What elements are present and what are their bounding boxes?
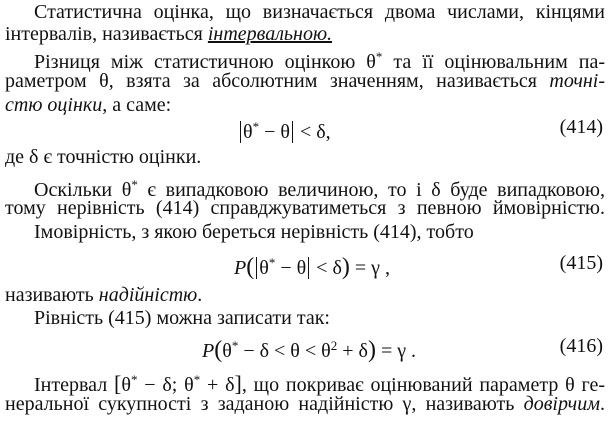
text: θ xyxy=(121,374,131,396)
paragraph-line xyxy=(5,22,605,46)
eq-star: * xyxy=(231,338,239,353)
eq-rest: < δ, xyxy=(294,121,331,143)
text: де δ є точністю оцінки. xyxy=(5,146,202,168)
equation-416 xyxy=(202,333,417,363)
abs-bar-left xyxy=(240,121,241,143)
eq-paren-open: ( xyxy=(246,254,255,280)
eq-tail: + δ xyxy=(337,340,368,362)
text: називають xyxy=(5,284,99,306)
text: Статистична оцінка, що визначається двома числами, кінцями xyxy=(34,1,605,23)
equation-number-416: (416) xyxy=(559,335,603,357)
interval-bracket-right: ] xyxy=(234,371,242,396)
eq-mid: − δ < θ < θ xyxy=(238,340,331,362)
text: Імовірність, з якою береться нерівність (414), тобто xyxy=(34,221,474,243)
eq-probability: P xyxy=(202,340,215,362)
paragraph-line xyxy=(5,283,605,307)
text: тому нерівність (414) справджуватиметься з певною ймовірністю. xyxy=(5,197,605,219)
eq-theta: θ xyxy=(222,340,232,362)
text: . xyxy=(197,284,203,306)
eq-star: * xyxy=(252,119,260,134)
term-interval: інтервальною. xyxy=(207,23,333,45)
text: . xyxy=(600,393,605,415)
text: та її оцінювальним па- xyxy=(382,51,605,73)
eq-square: 2 xyxy=(330,338,338,353)
eq-rest: = γ . xyxy=(375,340,417,362)
text: + δ xyxy=(200,374,235,396)
star-superscript: * xyxy=(130,372,138,387)
abs-bar-left xyxy=(256,257,257,279)
paragraph-line xyxy=(34,0,605,24)
term-confidence: довірчим xyxy=(523,393,600,415)
interval-bracket-left: [ xyxy=(114,371,122,396)
star-superscript: * xyxy=(131,177,138,192)
equation-number-415: (415) xyxy=(559,252,603,274)
eq-theta: θ xyxy=(259,257,269,279)
paragraph-line xyxy=(34,306,605,330)
text: , а саме: xyxy=(102,94,172,116)
text: Рівність (415) можна записати так: xyxy=(34,307,330,329)
eq-minus-theta: − θ xyxy=(259,121,290,143)
eq-lt-delta: < δ xyxy=(311,257,342,279)
term-accuracy-cont: стю оцінки xyxy=(5,94,103,116)
text: є випадковою величиною, то і δ буде випадковою, xyxy=(137,179,605,201)
star-superscript: * xyxy=(375,49,383,64)
text: − δ; θ xyxy=(137,374,194,396)
eq-paren-open: ( xyxy=(214,337,223,363)
text: Різниця між статистичною оцінкою θ xyxy=(34,51,376,73)
text: , що покриває оцінюваний параметр θ ге- xyxy=(241,374,606,396)
eq-star: * xyxy=(268,255,276,270)
text: раметром θ, взята за абсолютним значенням, називається xyxy=(5,70,550,92)
paragraph-line xyxy=(5,145,605,169)
text: Оскільки θ xyxy=(34,179,132,201)
paragraph-line xyxy=(5,196,605,220)
equation-414 xyxy=(238,114,331,143)
eq-paren-close: ) xyxy=(367,337,376,363)
paragraph-line xyxy=(34,368,606,396)
paragraph-line xyxy=(5,392,605,416)
equation-415 xyxy=(234,250,390,280)
abs-bar-right xyxy=(308,257,309,279)
eq-rest: = γ , xyxy=(349,257,390,279)
star-superscript: * xyxy=(193,372,201,387)
abs-bar-right xyxy=(292,121,293,143)
term-reliability: надійністю xyxy=(98,284,198,306)
paragraph-line xyxy=(34,173,605,201)
equation-number-414: (414) xyxy=(559,116,603,138)
paragraph-line xyxy=(34,220,605,244)
eq-paren-close: ) xyxy=(341,254,350,280)
text: інтервалів, називається xyxy=(5,23,208,45)
text: неральної сукупності з заданою надійністю γ, називають xyxy=(5,393,524,415)
paragraph-line xyxy=(5,69,605,93)
text: Інтервал xyxy=(34,374,115,396)
paragraph-line xyxy=(34,45,605,73)
eq-probability: P xyxy=(234,257,247,279)
term-accuracy: точні- xyxy=(549,70,605,92)
eq-theta: θ xyxy=(243,121,253,143)
eq-minus-theta: − θ xyxy=(275,257,307,279)
